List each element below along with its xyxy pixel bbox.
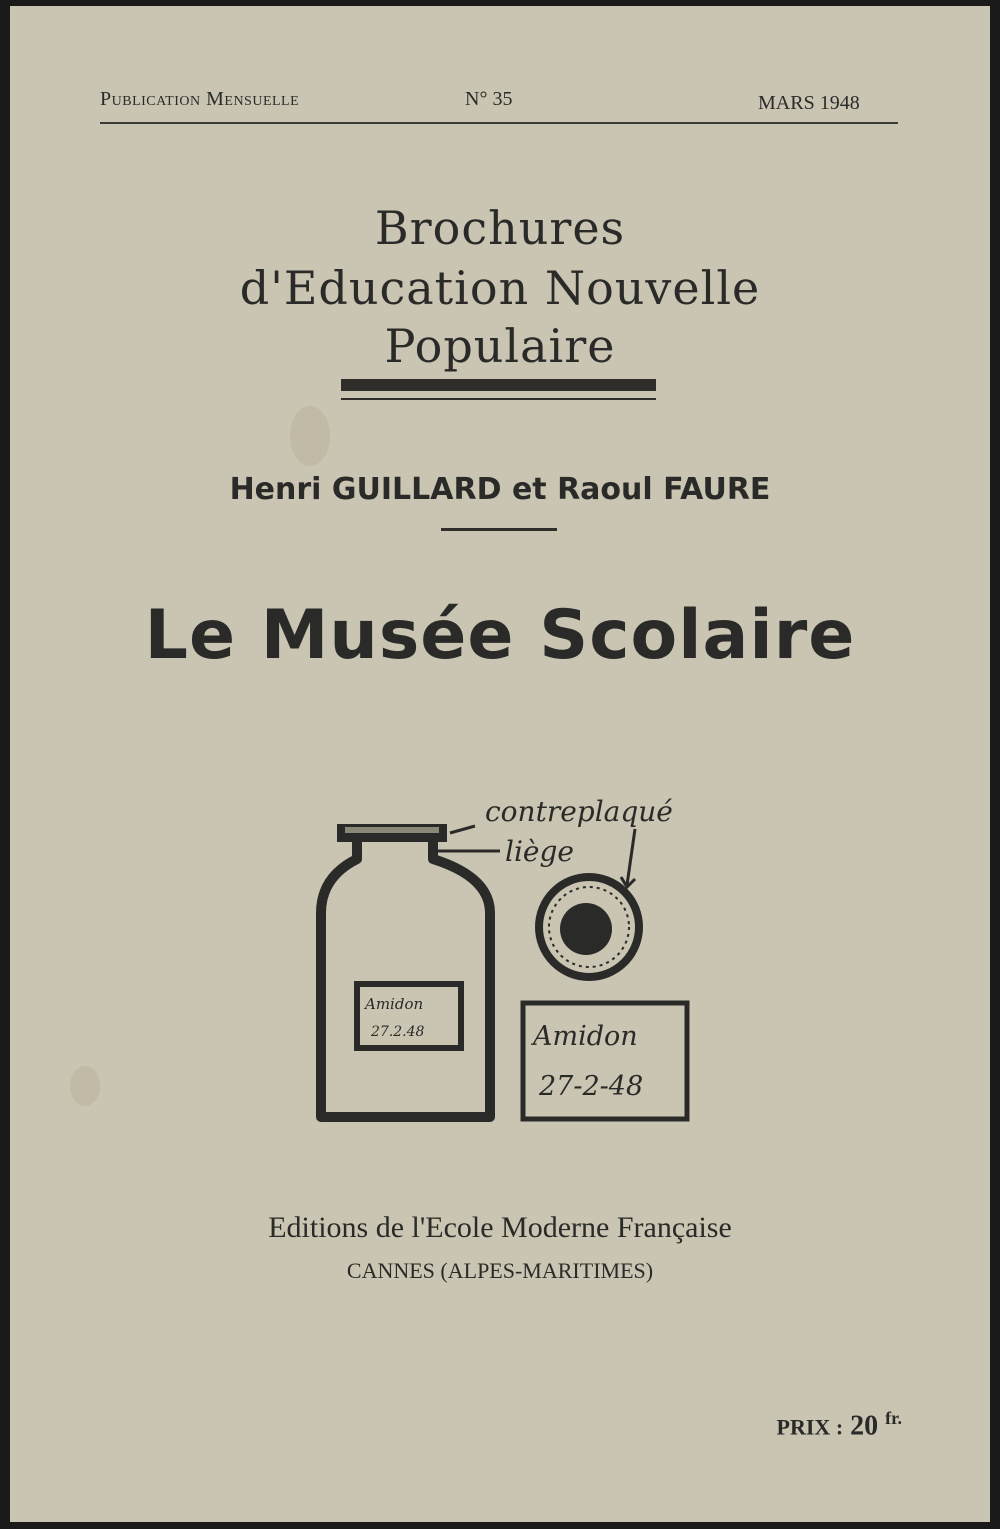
author-rule xyxy=(441,528,557,531)
plywood-label: contreplaqué xyxy=(485,795,673,828)
brochure-cover xyxy=(10,6,990,1522)
jar-label-name: Amidon xyxy=(365,995,424,1013)
plywood-arrow xyxy=(450,826,475,833)
issue-date: MARS 1948 xyxy=(758,92,860,114)
lid-arrow xyxy=(627,829,635,885)
large-label-date: 27-2-48 xyxy=(539,1071,644,1102)
publisher-city: CANNES xyxy=(346,1258,435,1283)
jar-lid-highlight xyxy=(345,827,439,833)
price-unit: fr. xyxy=(885,1408,902,1428)
book-title: Le Musée Scolaire xyxy=(144,596,856,675)
series-title-line2: d'Education Nouvelle xyxy=(239,261,761,315)
cork-label: liège xyxy=(505,835,574,868)
cork-disc xyxy=(560,903,612,955)
paper-stain xyxy=(70,1066,100,1106)
publication-frequency: Publication Mensuelle xyxy=(100,88,300,110)
series-title-line3: Populaire xyxy=(384,319,616,373)
price-amount: 20 xyxy=(850,1410,879,1442)
large-label-name: Amidon xyxy=(533,1021,638,1052)
price-label: PRIX : xyxy=(776,1414,844,1440)
jar-label-date: 27.2.48 xyxy=(371,1024,425,1040)
publisher-region: (ALPES-MARITIMES) xyxy=(440,1258,654,1283)
series-underline-thin xyxy=(341,398,656,400)
jar-body xyxy=(321,842,490,1117)
specimen-jar-illustration xyxy=(305,781,715,1126)
series-title-line1: Brochures xyxy=(374,201,626,255)
authors: Henri GUILLARD et Raoul FAURE xyxy=(229,472,771,507)
paper-stain xyxy=(290,406,330,466)
publisher-name: Editions de l'Ecole Moderne Française xyxy=(268,1211,732,1244)
header-rule xyxy=(100,122,898,124)
publisher-location xyxy=(10,1258,990,1284)
price xyxy=(777,1408,902,1442)
series-underline-thick xyxy=(341,379,656,391)
issue-number: N° 35 xyxy=(465,88,513,110)
